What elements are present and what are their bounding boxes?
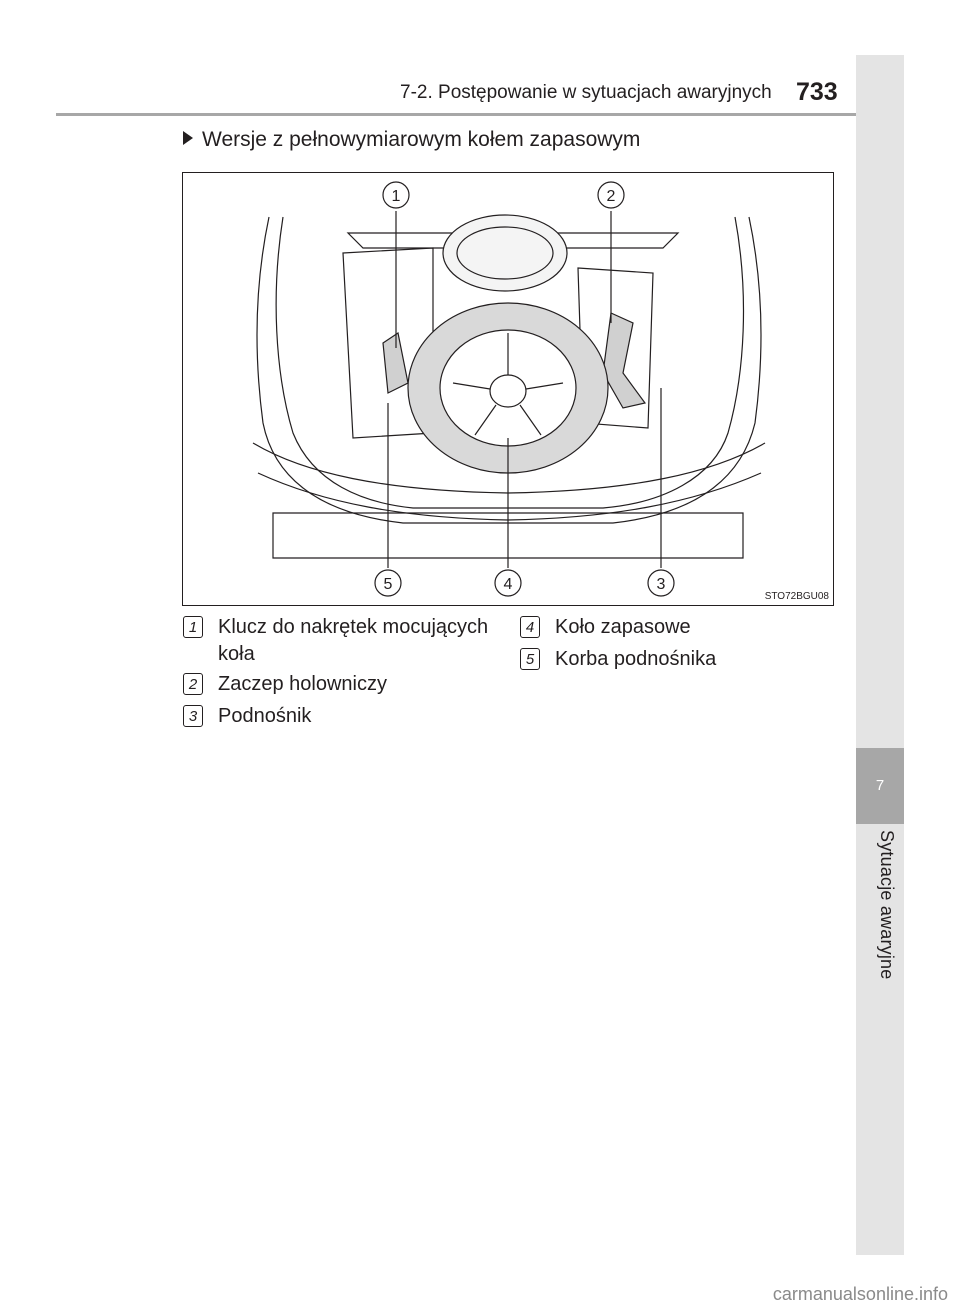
legend-number: 4 xyxy=(520,616,540,638)
callout-1 xyxy=(383,182,409,208)
header-divider xyxy=(56,113,856,116)
triangle-bullet-icon xyxy=(183,131,193,145)
legend-label: Koło zapasowe xyxy=(555,616,691,638)
trunk-illustration xyxy=(182,172,834,606)
callout-4 xyxy=(495,570,521,596)
svg-text:1: 1 xyxy=(391,188,401,205)
callout-5 xyxy=(375,570,401,596)
chapter-number: 7 xyxy=(856,748,904,824)
subheading xyxy=(183,128,640,152)
legend-label: Podnośnik xyxy=(218,705,312,727)
page-number: 733 xyxy=(796,78,838,106)
chapter-title: Sytuacje awaryjne xyxy=(877,830,897,980)
legend-number: 2 xyxy=(183,673,203,695)
subheading-text: Wersje z pełnowymiarowym kołem zapasowym xyxy=(202,128,641,151)
svg-text:5: 5 xyxy=(383,576,393,593)
section-title: 7-2. Postępowanie w sytuacjach awaryjnych xyxy=(400,82,772,103)
legend-number: 5 xyxy=(520,648,540,670)
chapter-side-tab xyxy=(856,55,904,1255)
legend-number: 1 xyxy=(183,616,203,638)
svg-text:4: 4 xyxy=(503,576,513,593)
callout-layer xyxy=(183,173,833,605)
legend-label: Klucz do nakrętek mocujących koła xyxy=(218,616,489,665)
figure-code: STO72BGU08 xyxy=(764,591,829,602)
svg-text:3: 3 xyxy=(656,576,666,593)
legend-number: 3 xyxy=(183,705,203,727)
legend-label: Zaczep holowniczy xyxy=(218,673,387,695)
callout-2 xyxy=(598,182,624,208)
watermark: carmanualsonline.info xyxy=(772,1284,948,1304)
legend-label: Korba podnośnika xyxy=(555,648,717,670)
svg-text:2: 2 xyxy=(606,188,616,205)
callout-3 xyxy=(648,570,674,596)
